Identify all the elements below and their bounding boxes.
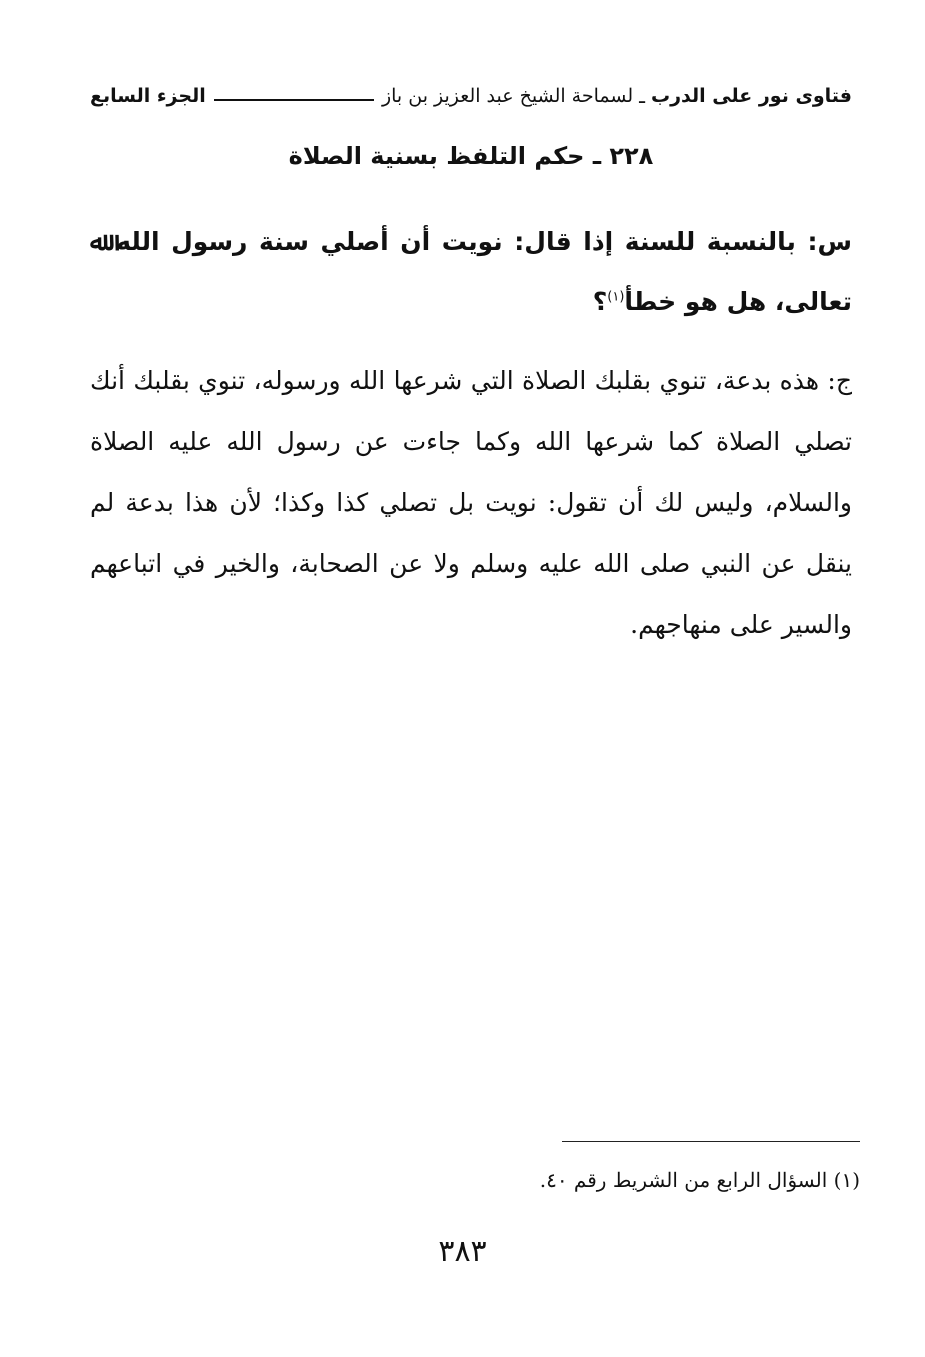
volume-label: الجزء السابع	[90, 85, 206, 107]
header-rule	[214, 99, 374, 101]
footnote-divider	[562, 1141, 860, 1142]
page-number: ٣٨٣	[438, 1234, 487, 1269]
author-name: لسماحة الشيخ عبد العزيز بن باز	[381, 85, 634, 107]
question-text: س: بالنسبة للسنة إذا قال: نويت أن أصلي سنة رسول الله ﷲ تعالى، هل هو خطأ	[90, 227, 852, 316]
answer-paragraph: ج: هذه بدعة، تنوي بقلبك الصلاة التي شرعها الله ورسوله، تنوي بقلبك أنك تصلي الصلاة كما شرعها الله وكما جاءت عن رسول الله عليه الصلاة والسلام، وليس لك أن تقول: نويت بل تصلي كذا وكذا؛ لأن هذا بدعة لم ينقل عن النبي صلى الله عليه وسلم ولا عن الصحابة، والخير في اتباعهم والسير على منهاجهم.	[90, 366, 852, 639]
book-title: فتاوى نور على الدرب	[651, 85, 852, 107]
chapter-title: ٢٢٨ ـ حكم التلفظ بسنية الصلاة	[288, 142, 654, 170]
question-end-mark: ؟	[592, 287, 608, 316]
running-header	[90, 76, 852, 116]
footnote: (١) السؤال الرابع من الشريط رقم ٤٠.	[539, 1168, 860, 1192]
footnote-ref: (١)	[607, 289, 625, 305]
question-paragraph	[90, 212, 852, 332]
header-dash: ـ	[639, 84, 645, 108]
